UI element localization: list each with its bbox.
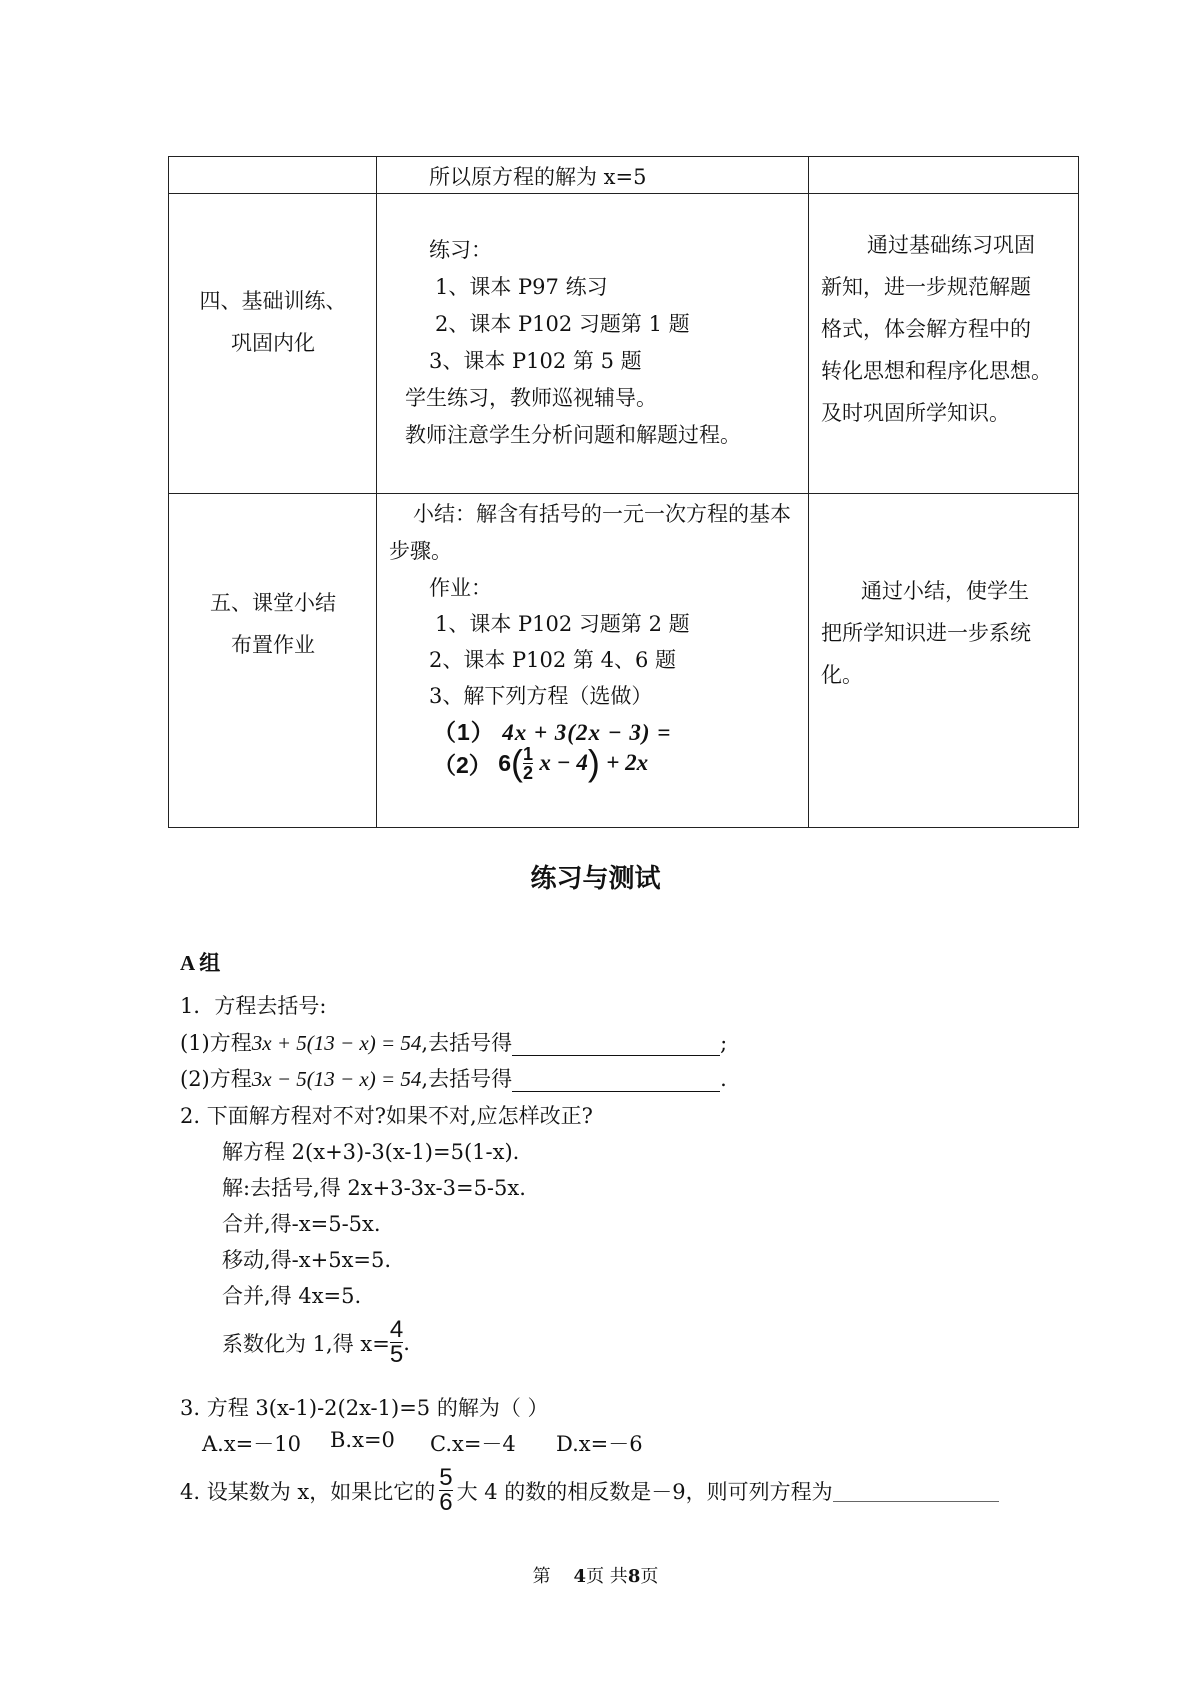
- equation-2: （2） 6 ( $\frac{1}{2}$ x − 4 ) + 2x: [433, 742, 649, 783]
- note-text: 通过基础练习巩固 新知，进一步规范解题 格式，体会解方程中的 转化思想和程序化思想。 及时巩固所学知识。: [821, 233, 1052, 425]
- table-cell-note: [809, 157, 1079, 194]
- table-cell-content: [377, 494, 809, 828]
- page-footer: 第 4页 共8页: [532, 1566, 659, 1587]
- table-row: [169, 194, 1079, 494]
- answer-blank: [512, 1067, 720, 1092]
- content-line: 2、课本 P102 第 4、6 题: [429, 648, 676, 672]
- content-line: 步骤。: [389, 539, 452, 563]
- table-cell-note: [809, 494, 1079, 828]
- q4: 4. 设某数为 x，如果比它的 $\frac{5}{6}$ 大 4 的数的相反数是－9，则可列方程为: [180, 1466, 999, 1515]
- content-line: 学生练习，教师巡视辅导。: [405, 386, 657, 410]
- q1-stem: 1．方程去括号:: [180, 994, 327, 1018]
- answer-blank: [512, 1031, 720, 1056]
- q1-part-b: (2)方程3x − 5(13 − x) = 54,去括号得 .: [180, 1067, 727, 1091]
- table-cell-stage: [169, 194, 377, 494]
- content-line: 2、课本 P102 习题第 1 题: [435, 312, 690, 336]
- q3-option-b: B.x=0: [330, 1428, 395, 1452]
- content-line: 3、课本 P102 第 5 题: [429, 349, 642, 373]
- table-cell-content: [377, 194, 809, 494]
- group-label: A 组: [180, 951, 221, 975]
- q2-line: 解方程 2(x+3)-3(x-1)=5(1-x).: [222, 1140, 520, 1164]
- q3-option-a: A.x=－10: [202, 1432, 302, 1456]
- q3-option-d: D.x=－6: [556, 1432, 643, 1456]
- content-line: 作业：: [429, 576, 492, 600]
- content-line: 小结：解含有括号的一元一次方程的基本: [413, 502, 791, 526]
- stage-label: 四、基础训练、: [199, 289, 347, 313]
- table-cell-stage: [169, 157, 377, 194]
- content-line: 1、课本 P102 习题第 2 题: [435, 612, 690, 636]
- table-row: [169, 494, 1079, 828]
- table-cell-stage: [169, 494, 377, 828]
- q2-line: 合并,得-x=5-5x.: [222, 1212, 381, 1236]
- q3-option-c: C.x=－4: [430, 1432, 516, 1456]
- q2-line: 移动,得-x+5x=5.: [222, 1248, 392, 1272]
- equation-1: （1） 4x + 3(2x − 3) =: [433, 719, 672, 745]
- table-cell-content: [377, 157, 809, 194]
- table-row: [169, 157, 1079, 194]
- stage-label: 巩固内化: [231, 331, 315, 355]
- lesson-table: [168, 156, 1079, 828]
- solution-text: 所以原方程的解为 x=5: [429, 165, 647, 189]
- q2-stem: 2. 下面解方程对不对?如果不对,应怎样改正?: [180, 1104, 593, 1128]
- q1-part-a: (1)方程3x + 5(13 − x) = 54,去括号得 ;: [180, 1031, 728, 1055]
- q3-stem: 3. 方程 3(x-1)-2(2x-1)=5 的解为（ ）: [180, 1396, 549, 1420]
- stage-label: 布置作业: [231, 633, 315, 657]
- q2-line: 解:去括号,得 2x+3-3x-3=5-5x.: [222, 1176, 526, 1200]
- content-line: 3、解下列方程（选做）: [429, 684, 653, 708]
- q2-last-line: 系数化为 1,得 x= $\frac{4}{5}$ .: [222, 1316, 410, 1368]
- content-line: 练习：: [429, 238, 492, 262]
- section-title: 练习与测试: [530, 864, 661, 894]
- note-text: 通过小结，使学生 把所学知识进一步系统 化。: [821, 579, 1031, 687]
- stage-label: 五、课堂小结: [210, 591, 336, 615]
- q2-line: 合并,得 4x=5.: [222, 1284, 362, 1308]
- table-cell-note: [809, 194, 1079, 494]
- content-line: 1、课本 P97 练习: [435, 275, 608, 299]
- content-line: 教师注意学生分析问题和解题过程。: [405, 423, 741, 447]
- answer-blank: [833, 1479, 999, 1502]
